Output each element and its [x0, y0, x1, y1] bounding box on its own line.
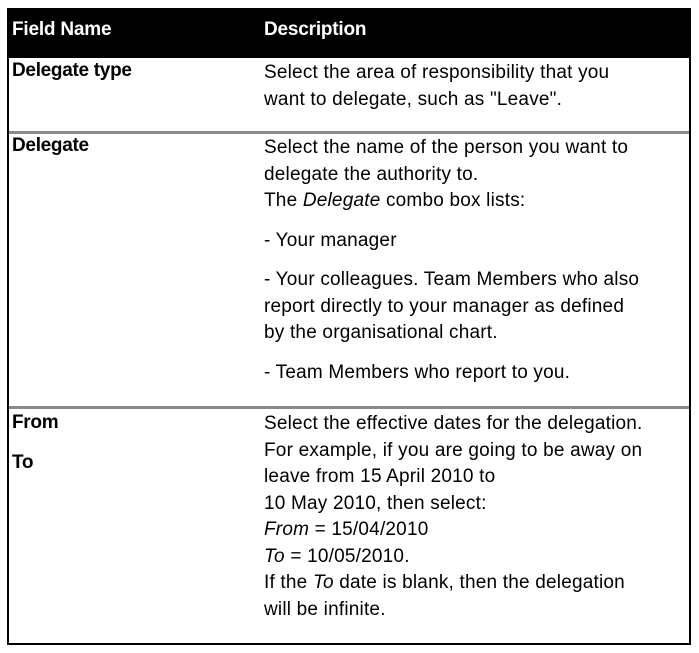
desc-line: want to delegate, such as "Leave". [264, 88, 563, 110]
desc-line [264, 570, 689, 597]
desc-list-item: - Your colleagues. Team Members who also [264, 269, 640, 290]
desc-emphasis: From [264, 519, 310, 540]
desc-list-item: - Team Members who report to you. [264, 361, 571, 383]
field-name-from: From [12, 412, 59, 433]
field-name-to: To [12, 452, 34, 473]
header-description: Description [264, 19, 367, 40]
description-from-to [264, 411, 689, 623]
desc-line: delegate the authority to. [264, 163, 479, 185]
desc-emphasis: To [312, 572, 334, 593]
field-name-delegate-type: Delegate type [12, 60, 132, 81]
table-row-delegate [9, 133, 689, 409]
header-field-name: Field Name [12, 19, 112, 40]
desc-line: by the organisational chart. [264, 322, 498, 343]
desc-line: 10 May 2010, then select: [264, 492, 487, 514]
desc-emphasis: Delegate [302, 190, 381, 211]
desc-line [264, 544, 689, 571]
desc-line: report directly to your manager as defined [264, 295, 625, 317]
table-row-delegate-type [9, 58, 689, 133]
description-delegate [264, 135, 689, 386]
desc-line: Select the area of responsibility that you [264, 62, 610, 83]
desc-text: = 10/05/2010. [284, 545, 410, 567]
desc-line: For example, if you are going to be away on [264, 439, 643, 461]
desc-text: combo box lists: [380, 190, 526, 211]
desc-text: If the [264, 572, 313, 593]
desc-line: Select the name of the person you want to [264, 137, 629, 158]
field-name-delegate: Delegate [12, 135, 89, 156]
delegation-fields-table [7, 8, 691, 645]
desc-line [264, 188, 689, 215]
desc-text: The [264, 190, 303, 211]
desc-text: date is blank, then the delegation [333, 572, 625, 593]
description-delegate-type [264, 60, 689, 113]
desc-line: Select the effective dates for the delegation. [264, 413, 643, 434]
desc-line [264, 517, 689, 544]
desc-emphasis: To [264, 545, 285, 567]
desc-line: will be infinite. [264, 598, 386, 620]
desc-list-item: - Your manager [264, 229, 397, 251]
desc-text: = 15/04/2010 [309, 519, 429, 540]
table-row-from-to [9, 409, 689, 643]
desc-line: leave from 15 April 2010 to [264, 466, 496, 487]
